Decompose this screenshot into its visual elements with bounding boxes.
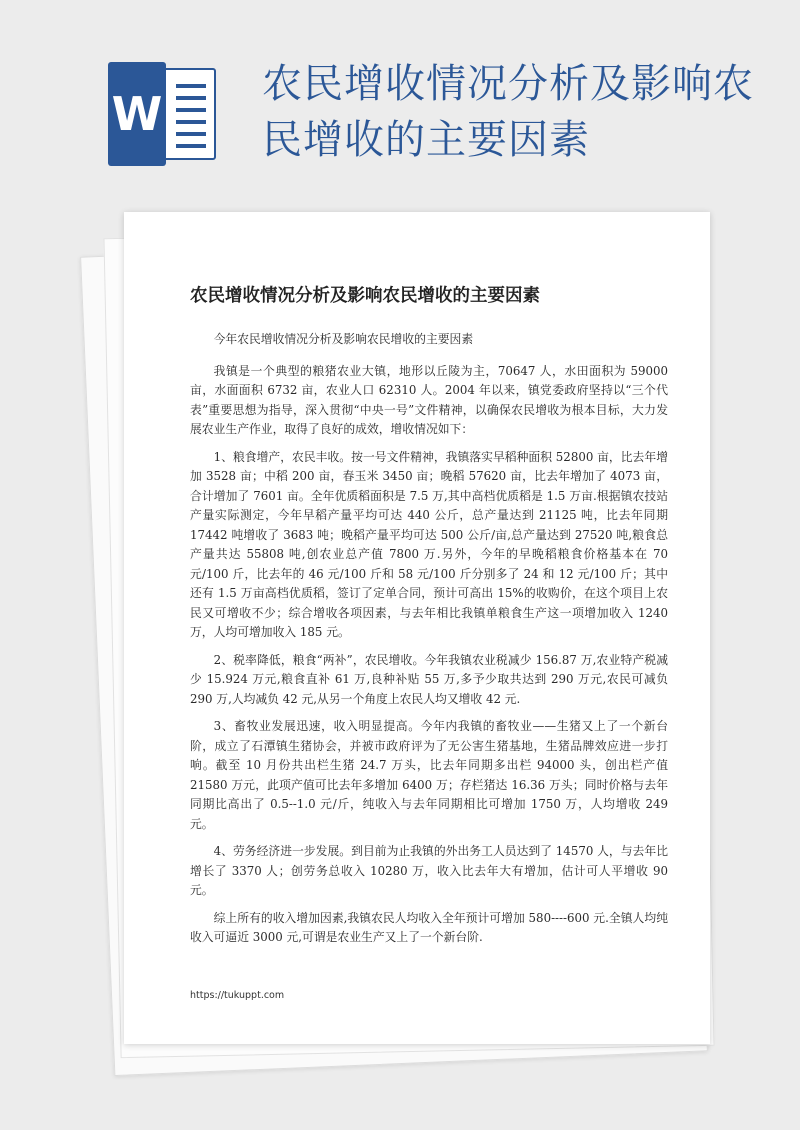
footer-url[interactable]: https://tukuppt.com: [190, 990, 285, 1001]
document-body: [190, 330, 668, 956]
header-banner: [0, 0, 800, 200]
document-title: 农民增收情况分析及影响农民增收的主要因素: [190, 286, 540, 306]
paragraph-grain: 1、粮食增产，农民丰收。按一号文件精神，我镇落实早稻种面积 52800 亩，比去年增加 3528 亩；中稻 200 亩，春玉米 3450 亩；晚稻 57620 亩，比去年增加了 4073 亩，合计增加了 7601 亩。全年优质稻面积是 7.5 万,其中高档优质稻是 1.5 万亩.根据镇农技站产量实际测定，今年早稻产量平均可达 440 公斤，总产量达到 21125 吨，比去年同期 17442 吨增收了 3683 吨；晚稻产量平均可达 500 公斤/亩,总产量达到 27520 吨,粮食总产量共达 55808 吨,创农业总产值 7800 万.另外，今年的早晚稻粮食价格基本在 70 元/100 斤，比去年的 46 元/100 斤和 58 元/100 斤分别多了 24 和 12 元/100 斤；其中还有 1.5 万亩高档优质稻，签订了定单合同，预计可高出 15%的收购价，在这个项目上农民又可增收不少；综合增收各项因素，与去年相比我镇单粮食生产这一项增加收入 1240 万，人均可增加收入 185 元。: [190, 449, 668, 639]
paragraph-overview: 我镇是一个典型的粮猪农业大镇，地形以丘陵为主，70647 人，水田面积为 59000 亩，水面面积 6732 亩，农业人口 62310 人。2004 年以来，镇党委政府坚持以“三个代表”重要思想为指导，深入贯彻“中央一号”文件精神，以确保农民增收为根本目标，大力发展农业生产作业，取得了良好的成效，增收情况如下：: [190, 363, 668, 436]
header-title: 农民增收情况分析及影响农民增收的主要因素: [262, 61, 754, 163]
paragraph-intro: 今年农民增收情况分析及影响农民增收的主要因素: [213, 332, 474, 346]
paragraph-livestock: 3、畜牧业发展迅速，收入明显提高。今年内我镇的畜牧业——生猪又上了一个新台阶，成立了石潭镇生猪协会，并被市政府评为了无公害生猪基地，生猪品牌效应进一步打响。截至 10 月份共出栏生猪 24.7 万头，比去年同期多出栏 94000 头，创出栏产值 21580 万元，此项产值可比去年多增加 6400 万；存栏猪达 16.36 万头；同时价格与去年同期比高出了 0.5--1.0 元/斤，纯收入与去年同期相比可增加 1750 万，人均增收 249 元。: [190, 719, 668, 831]
paragraph-labor: 4、劳务经济进一步发展。到目前为止我镇的外出务工人员达到了 14570 人，与去年比增长了 3370 人；创劳务总收入 10280 万，收入比去年大有增加，估计可人平增收 90 元。: [190, 844, 668, 897]
word-letter-badge: W: [108, 62, 166, 166]
document-page: [124, 212, 710, 1044]
word-document-icon: [108, 62, 218, 166]
paragraph-summary: 综上所有的收入增加因素,我镇农民人均收入全年预计可增加 580----600 元.全镇人均纯收入可逼近 3000 元,可谓是农业生产又上了一个新台阶.: [190, 910, 668, 944]
paragraph-tax: 2、税率降低，粮食“两补”，农民增收。今年我镇农业税减少 156.87 万,农业特产税减少 15.924 万元,粮食直补 61 万,良种补贴 55 万,多予少取共达到 290 万元,农民可减负 290 万,人均减负 42 元,从另一个角度上农民人均又增收 42 元.: [190, 652, 668, 706]
